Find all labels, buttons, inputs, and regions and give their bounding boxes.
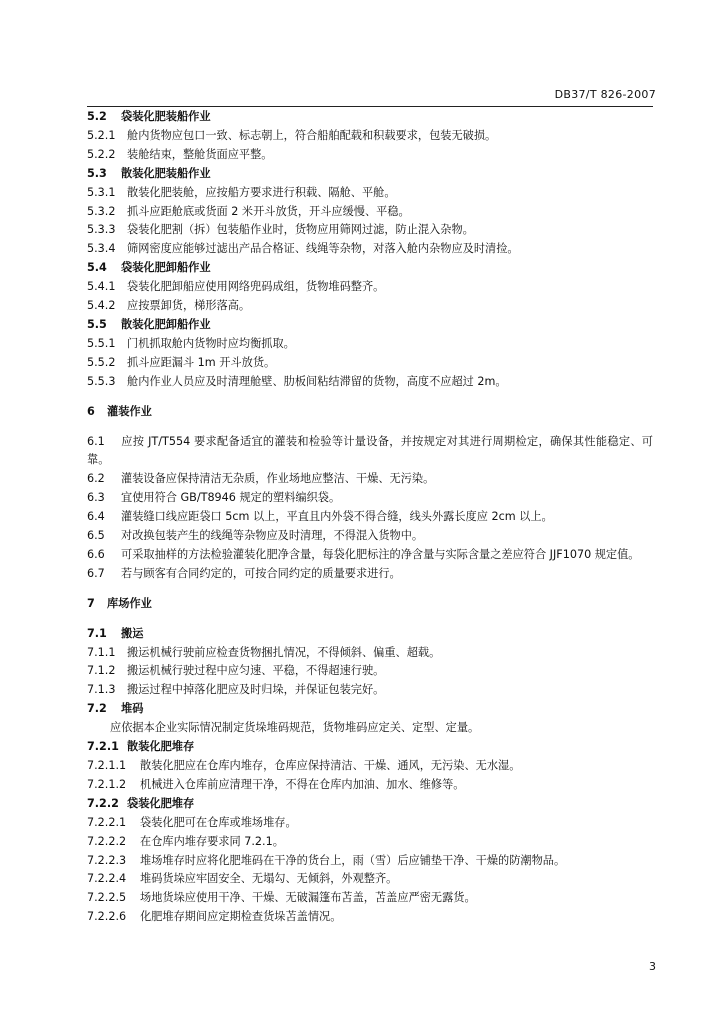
- clause-item: [87, 146, 653, 165]
- clause-number: 6.1: [87, 434, 105, 448]
- clause-text: 化肥堆存期间应定期检查货垛苫盖情况。: [140, 910, 342, 924]
- clause-number: 5.3.2: [87, 204, 116, 218]
- clause-text: 灌装作业: [107, 404, 152, 418]
- clause-text: 若与顾客有合同约定的，可按合同约定的质量要求进行。: [121, 566, 401, 580]
- clause-number: 6.5: [87, 529, 105, 543]
- clause-number: 7.2.2.1: [87, 815, 127, 829]
- clause-number: 5.2: [87, 110, 107, 123]
- clause-text: 袋装化肥割（拆）包装船作业时，货物应用筛网过滤，防止混入杂物。: [127, 223, 474, 237]
- clause-item: [87, 889, 653, 908]
- clause-number: 6: [87, 404, 95, 418]
- clause-number: 7.1.1: [87, 645, 116, 659]
- section-heading: [87, 316, 653, 335]
- clause-text: 宜使用符合 GB/T8946 规定的塑料编织袋。: [121, 491, 341, 505]
- clause-number: 6.4: [87, 510, 105, 524]
- clause-number: 5.4.1: [87, 280, 116, 294]
- clause-text: 应按 JT/T554 要求配备适宜的灌装和检验等计量设备，并按规定对其进行周期检定，确保其性能稳定、可靠。: [87, 434, 653, 467]
- clause-number: 7.2.2.4: [87, 872, 127, 886]
- clause-item: [87, 240, 653, 259]
- clause-text: 袋装化肥装船作业: [121, 110, 211, 123]
- clause-text: 舱内作业人员应及时清理舱壁、肋板间粘结滞留的货物，高度不应超过 2m。: [127, 374, 507, 388]
- clause-item: [87, 776, 653, 795]
- clause-text: 抓斗应距漏斗 1m 开斗放货。: [127, 355, 276, 369]
- clause-item: [87, 508, 653, 527]
- clause-number: 7.2.2.2: [87, 834, 127, 848]
- clause-item: [87, 565, 653, 584]
- clause-text: 袋装化肥可在仓库或堆场堆存。: [140, 815, 297, 829]
- clause-text: 搬运: [121, 626, 144, 640]
- clause-text: 搬运机械行驶前应检查货物捆扎情况，不得倾斜、偏重、超载。: [127, 645, 441, 659]
- clause-item: [87, 908, 653, 927]
- clause-text: 散装化肥卸船作业: [121, 317, 211, 331]
- clause-text: 应按票卸货，梯形落高。: [127, 299, 251, 313]
- standard-code: DB37/T 826-2007: [554, 88, 656, 101]
- clause-item: [87, 757, 653, 776]
- clause-text: 搬运机械行驶过程中应匀速、平稳，不得超速行驶。: [127, 664, 385, 678]
- clause-number: 7.2.2.3: [87, 853, 127, 867]
- clause-text: 舱内货物应包口一致、标志朝上，符合船舶配载和积载要求，包装无破损。: [127, 128, 497, 142]
- clause-number: 5.3: [87, 166, 107, 180]
- clause-number: 5.4: [87, 261, 107, 275]
- clause-item: [87, 433, 653, 471]
- clause-number: 5.2.2: [87, 147, 116, 161]
- clause-text: 袋装化肥卸船作业: [121, 261, 211, 275]
- clause-item: [87, 373, 653, 392]
- paragraph: [87, 719, 653, 738]
- clause-number: 5.5: [87, 317, 107, 331]
- clause-text: 散装化肥堆存: [127, 740, 195, 754]
- section-heading: [87, 108, 653, 127]
- clause-item: [87, 644, 653, 663]
- clause-item: [87, 681, 653, 700]
- clause-number: 6.3: [87, 491, 105, 505]
- clause-text: 散装化肥应在仓库内堆存，仓库应保持清洁、干燥、通风，无污染、无水湿。: [140, 759, 521, 772]
- clause-item: [87, 354, 653, 373]
- clause-text: 灌装设备应保持清洁无杂质，作业场地应整洁、干燥、无污染。: [121, 472, 435, 486]
- clause-number: 5.5.1: [87, 336, 116, 350]
- section-heading: [87, 625, 653, 644]
- clause-text: 装舱结束，整舱货面应平整。: [127, 147, 273, 161]
- clause-item: [87, 546, 653, 565]
- clause-number: 7.2.1.2: [87, 777, 127, 791]
- section-heading: [87, 403, 653, 422]
- clause-text: 应依据本企业实际情况制定货垛堆码规范，货物堆码应定关、定型、定量。: [110, 721, 480, 735]
- clause-text: 抓斗应距舱底或货面 2 米开斗放货，开斗应缓慢、平稳。: [127, 204, 410, 218]
- clause-item: [87, 297, 653, 316]
- clause-text: 机械进入仓库前应清理干净，不得在仓库内加油、加水、维修等。: [140, 777, 465, 791]
- header-divider: [87, 106, 653, 107]
- clause-number: 7.2.2: [87, 796, 119, 810]
- clause-number: 7.2.1.1: [87, 759, 127, 772]
- clause-item: [87, 489, 653, 508]
- clause-number: 7: [87, 596, 95, 610]
- clause-text: 堆场堆存时应将化肥堆码在干净的货台上，雨（雪）后应铺垫干净、干燥的防潮物品。: [140, 853, 566, 867]
- clause-item: [87, 278, 653, 297]
- clause-number: 7.2: [87, 702, 107, 716]
- clause-number: 6.2: [87, 472, 105, 486]
- clause-text: 库场作业: [107, 596, 152, 610]
- clause-number: 7.1: [87, 626, 107, 640]
- clause-number: 5.5.2: [87, 355, 116, 369]
- clause-number: 5.3.1: [87, 185, 116, 199]
- clause-number: 7.2.1: [87, 740, 119, 754]
- clause-number: 5.4.2: [87, 299, 116, 313]
- clause-text: 袋装化肥卸船应使用网络兜码成组，货物堆码整齐。: [127, 280, 385, 294]
- section-heading: [87, 595, 653, 614]
- clause-number: 7.2.2.6: [87, 910, 127, 924]
- clause-item: [87, 203, 653, 222]
- clause-number: 5.3.3: [87, 223, 116, 237]
- clause-text: 在仓库内堆存要求同 7.2.1。: [140, 834, 284, 848]
- section-heading: [87, 259, 653, 278]
- section-heading: [87, 795, 653, 814]
- section-heading: [87, 700, 653, 719]
- clause-text: 门机抓取舱内货物时应均衡抓取。: [127, 336, 295, 350]
- clause-text: 场地货垛应使用干净、干燥、无破漏篷布苫盖，苫盖应严密无露货。: [140, 891, 476, 905]
- clause-number: 5.2.1: [87, 128, 116, 142]
- clause-item: [87, 870, 653, 889]
- clause-number: 7.2.2.5: [87, 891, 127, 905]
- clause-number: 6.6: [87, 547, 105, 561]
- clause-number: 7.1.3: [87, 683, 116, 697]
- clause-text: 筛网密度应能够过滤出产品合格证、线绳等杂物，对落入舱内杂物应及时清捡。: [127, 242, 519, 256]
- clause-text: 堆码: [121, 702, 144, 716]
- clause-item: [87, 852, 653, 871]
- clause-item: [87, 470, 653, 489]
- clause-item: [87, 184, 653, 203]
- clause-item: [87, 221, 653, 240]
- clause-item: [87, 662, 653, 681]
- clause-text: 散装化肥装舱，应按船方要求进行积载、隔舱、平舱。: [127, 185, 396, 199]
- clause-number: 5.3.4: [87, 242, 116, 256]
- clause-item: [87, 527, 653, 546]
- document-body: [87, 108, 653, 927]
- page-number: 3: [649, 960, 656, 973]
- clause-text: 对改换包装产生的线绳等杂物应及时清理，不得混入货物中。: [121, 529, 424, 543]
- clause-text: 灌装缝口线应距袋口 5cm 以上，平直且内外袋不得合缝，线头外露长度应 2cm 以上。: [121, 510, 553, 524]
- clause-number: 5.5.3: [87, 374, 116, 388]
- clause-item: [87, 127, 653, 146]
- clause-item: [87, 335, 653, 354]
- clause-item: [87, 833, 653, 852]
- clause-text: 可采取抽样的方法检验灌装化肥净含量，每袋化肥标注的净含量与实际含量之差应符合 JJF1070 规定值。: [121, 547, 640, 561]
- clause-item: [87, 814, 653, 833]
- clause-number: 7.1.2: [87, 664, 116, 678]
- section-heading: [87, 165, 653, 184]
- section-heading: [87, 738, 653, 757]
- clause-text: 散装化肥装船作业: [121, 166, 211, 180]
- clause-text: 堆码货垛应牢固安全、无塌勾、无倾斜，外观整齐。: [140, 872, 398, 886]
- clause-number: 6.7: [87, 566, 105, 580]
- clause-text: 搬运过程中掉落化肥应及时归垛，并保证包装完好。: [127, 683, 385, 697]
- clause-text: 袋装化肥堆存: [127, 796, 195, 810]
